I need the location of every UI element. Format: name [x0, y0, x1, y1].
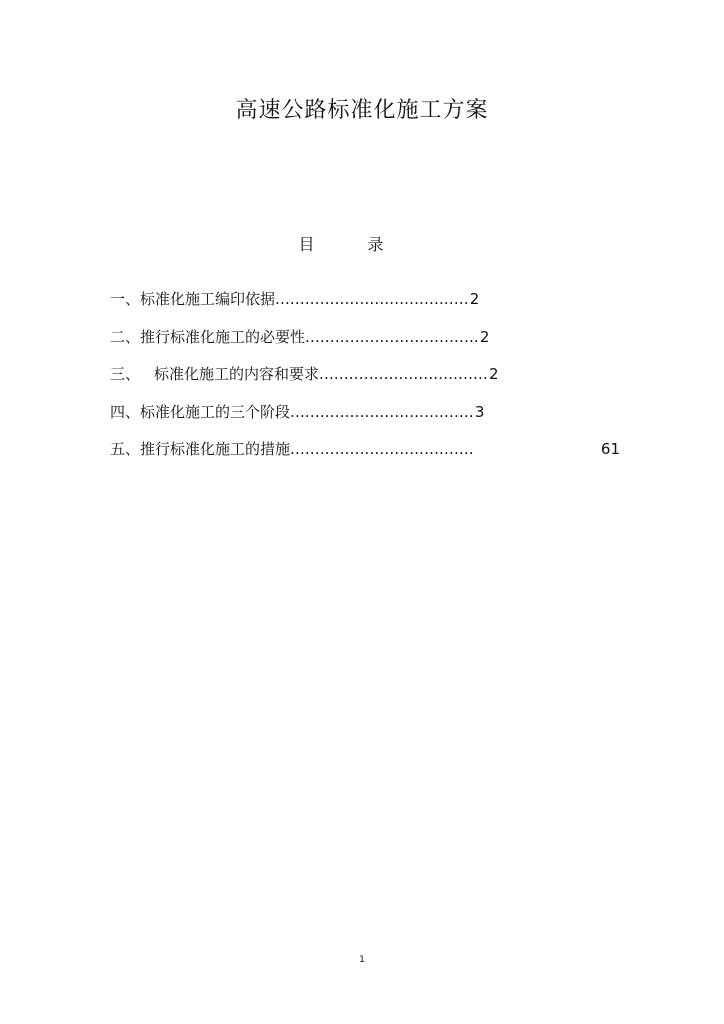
toc-entry-label: 五、推行标准化施工的措施 [110, 440, 291, 458]
toc-entry-leader: ....................................... [275, 290, 469, 308]
toc-entry [110, 439, 620, 477]
toc-heading: 目 录 [298, 235, 408, 254]
toc-entry-leader: ..................................... [290, 440, 474, 458]
toc-entry-label: 一、标准化施工编印依据 [110, 290, 276, 308]
toc-entry [110, 289, 620, 327]
page-number: 1 [359, 955, 365, 965]
toc-entry-leader: .................................. [319, 365, 488, 383]
toc-entry-prefix: 三、 [110, 365, 141, 383]
toc-entry-leader: ................................... [305, 327, 479, 346]
toc-entry-page: 2 [488, 365, 499, 383]
toc-entry [110, 327, 620, 365]
toc-entry-page: 2 [479, 327, 490, 346]
toc-entry-leader: ..................................... [290, 402, 474, 421]
toc-entry-page: 61 [600, 440, 620, 458]
document-title: 高速公路标准化施工方案 [235, 98, 489, 123]
toc-entry-label: 二、推行标准化施工的必要性 [110, 327, 306, 346]
toc-entry [110, 402, 620, 440]
toc-entry-label: 标准化施工的内容和要求 [154, 365, 320, 383]
toc-entry-label: 四、标准化施工的三个阶段 [110, 402, 291, 421]
table-of-contents [110, 289, 620, 477]
toc-entry [110, 364, 620, 402]
toc-entry-page: 2 [469, 290, 480, 308]
toc-entry-page: 3 [474, 402, 485, 421]
